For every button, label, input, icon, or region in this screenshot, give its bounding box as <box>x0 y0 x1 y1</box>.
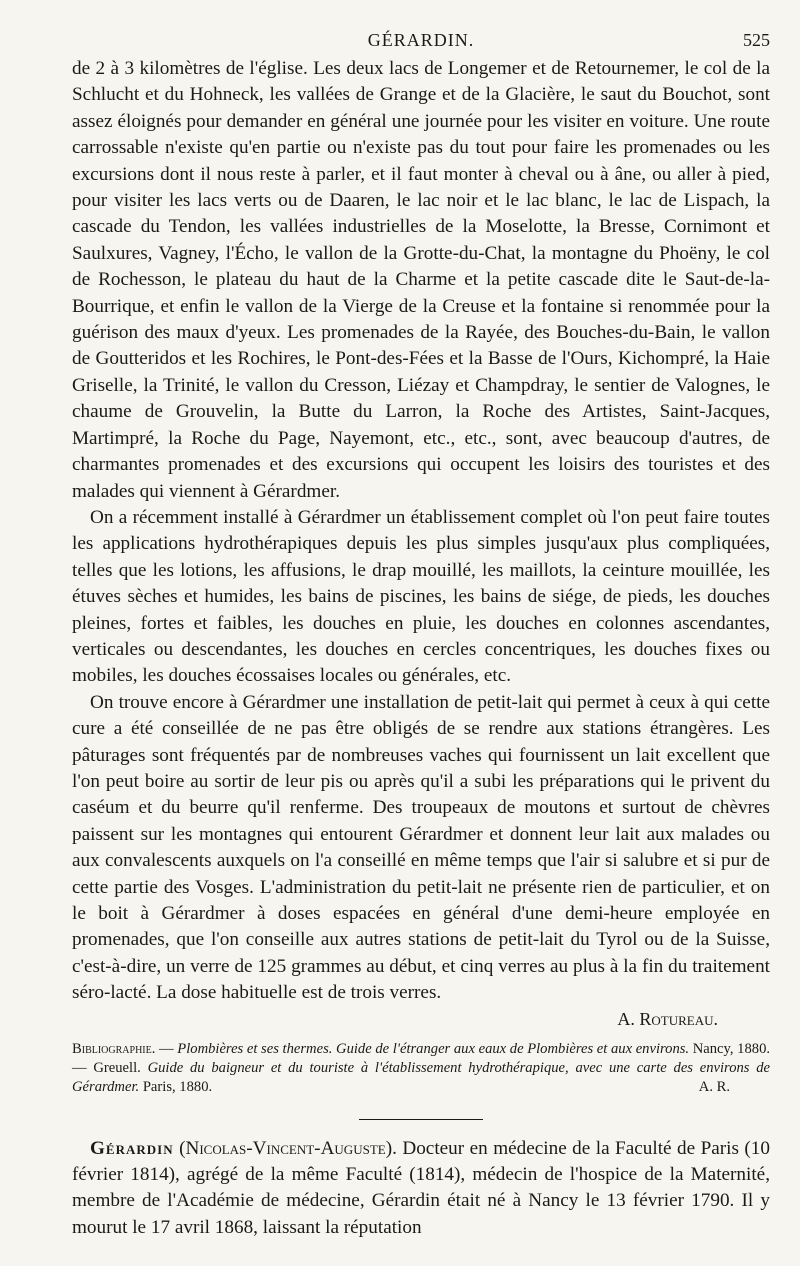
bibliography-work-1-imprint: Nancy, 1880. — <box>72 1040 771 1076</box>
paragraph-hydrotherapy: On a récemment installé à Gérardmer un établissement complet où l'on peut faire toutes les applications hydrothérapiques depuis les plus simples jusqu'aux plus compliquées, telles que les lotions, les affusions, le drap mouillé, les maillots, la ceinture mouillée, les étuves sèches et humides, les bains de piscines, les bains de siége, de pieds, les douches pleines, fortes et faibles, les douches en pluie, les douches en colonnes ascendantes, verticales ou descendantes, les douches en cercles concentriques, les douches fixes ou mobiles, les douches écossaises locales ou générales, etc. <box>72 506 770 687</box>
running-title: GÉRARDIN. <box>367 30 475 50</box>
bibliography-work-1-title: Plombières et ses thermes. Guide de l'étranger aux eaux de Plombières et aux environs. <box>177 1040 690 1057</box>
signature-text: A. Rotureau. <box>617 1008 718 1029</box>
bibliography-initials: A. R. <box>698 1078 730 1095</box>
bibliography-work-2-imprint: Paris, 1880. <box>142 1078 213 1095</box>
signature <box>72 1009 770 1030</box>
entry-headword: Gérardin <box>90 1137 174 1159</box>
bibliography-work-2-title: Guide du baigneur et du touriste à l'établissement hydrothérapique, avec une carte des environs de Gérardmer. <box>72 1059 771 1095</box>
page-number: 525 <box>743 30 770 50</box>
entry-forenames: (Nicolas-Vincent-Auguste). <box>179 1137 397 1159</box>
paragraph-excursions: de 2 à 3 kilomètres de l'église. Les deux lacs de Longemer et de Retournemer, le col de la Schlucht et du Hohneck, les vallées de Grange et de la Glacière, le saut du Bouchot, sont assez éloignés pour demander en général une journée pour les visiter en voiture. Une route carrossable n'existe qu'en partie ou n'existe pas du tout pour faire les promenades ou les excursions dont il nous reste à parler, et il faut monter à cheval ou à âne, ou aller à pied, pour visiter les lacs verts ou de Daaren, le lac noir et le lac blanc, le lac de Lispach, la cascade du Tendon, les vallées industrielles de la Moselotte, la Bresse, Cornimont et Saulxures, Vagney, l'Écho, le vallon de la Grotte-du-Chat, la montagne du Phoëny, le col de Rochesson, le plateau du haut de la Charme et la petite cascade dite le Saut-de-la-Bourrique, et enfin le vallon de la Vierge de la Creuse et la fontaine si renommée pour la guérison des maux d'yeux. Les promenades de la Rayée, des Bouches-du-Bain, le vallon de Goutteridos et les Rochires, le Pont-des-Fées et la Basse de l'Ours, Kichompré, la Haie Griselle, la Trinité, le vallon du Cresson, Liézay et Champdray, le sentier de Valognes, le chaume de Grouvelin, la Butte du Larron, la Roche des Artistes, Saint-Jacques, Martimpré, la Roche du Page, Nayemont, etc., etc., sont, avec beaucoup d'autres, de charmantes promenades et des excursions qui occupent les loisirs des touristes et des malades qui viennent à Gérardmer. <box>72 58 770 502</box>
section-divider <box>359 1119 483 1120</box>
entry-text: Docteur en médecine de la Faculté de Paris (10 février 1814), agrégé de la même Faculté (1814), médecin de l'hospice de la Maternité, membre de l'Académie de médecine, Gérardin était né à Nancy le 13 février 1790. Il y mourut le 17 avril 1868, laissant la réputation <box>72 1137 770 1238</box>
bibliography-work-2-author: Greuell. <box>93 1059 141 1076</box>
running-head <box>72 22 770 56</box>
article-body <box>72 56 770 1007</box>
bibliography-label: Bibliographie. <box>72 1040 156 1057</box>
bibliography: Bibliographie. — Plombières et ses thermes. Guide de l'étranger aux eaux de Plombières et aux environs. Nancy, 1880. — Greuell. Guide du baigneur et du touriste à l'établissement hydrothérapique, avec une carte des environs de Gérardmer. Paris, 1880. A. R. <box>72 1040 771 1095</box>
biography-entry <box>72 1136 770 1242</box>
paragraph-whey-cure: On trouve encore à Gérardmer une installation de petit-lait qui permet à ceux à qui cette cure a été conseillée de ne pas être obligés de se rendre aux stations étrangères. Les pâturages sont fréquentés par de nombreuses vaches qui fournissent un lait excellent que l'on peut boire au sortir de leur pis ou après qu'il a subi les préparations qui le privent du caséum et du beurre qu'il renferme. Des troupeaux de moutons et surtout de chèvres paissent sur les montagnes qui entourent Gérardmer et donnent leur lait aux malades ou aux convalescents auxquels on l'a conseillé en même temps que l'air si salubre et si pur de cette partie des Vosges. L'administration du petit-lait ne présente rien de particulier, et on le boit à Gérardmer à doses espacées en général d'une demi-heure employée en promenades, que l'on conseille aux autres stations de petit-lait du Tyrol ou de la Suisse, c'est-à-dire, un verre de 125 grammes au début, et cinq verres au plus à la fin du traitement séro-lacté. La dose habituelle est de trois verres. <box>72 691 770 1004</box>
